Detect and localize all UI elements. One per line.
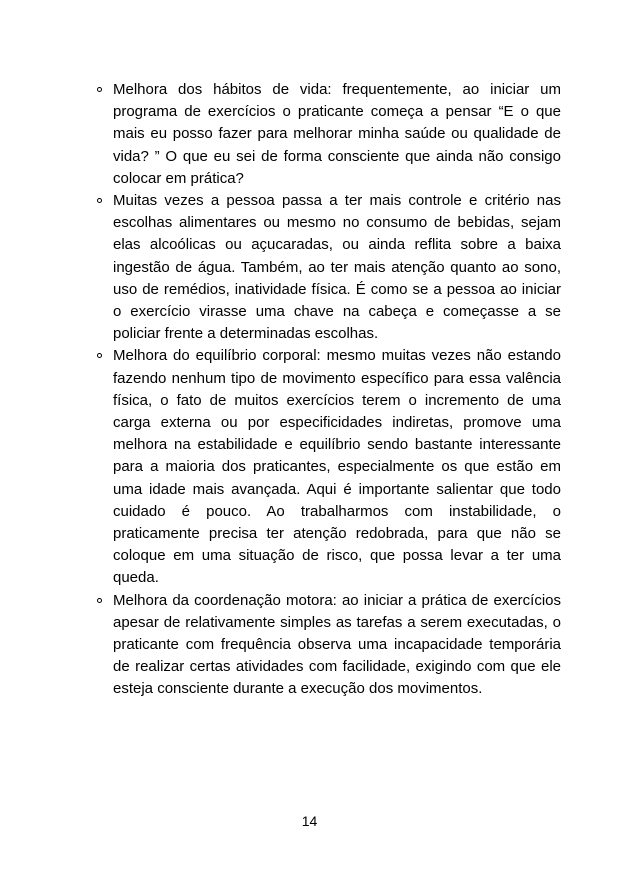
bullet-text: Melhora da coordenação motora: ao iniciar a prática de exercícios apesar de relativamente simples as tarefas a serem executadas, o praticante com frequência observa uma incapacidade temporária de realizar certas atividades com facilidade, exigindo com que ele esteja consciente durante a execução dos movimentos. <box>113 591 561 698</box>
list-item <box>96 190 561 345</box>
page-number: 14 <box>301 813 318 829</box>
hollow-circle-bullet-icon <box>97 598 102 603</box>
hollow-circle-bullet-icon <box>97 87 102 92</box>
bullet-text: Muitas vezes a pessoa passa a ter mais controle e critério nas escolhas alimentares ou mesmo no consumo de bebidas, sejam elas alcoólicas ou açucaradas, ou ainda reflita sobre a baixa ingestão de água. Também, ao ter mais atenção quanto ao sono, uso de remédios, inatividade física. É como se a pessoa ao iniciar o exercício virasse uma chave na cabeça e começasse a se policiar frente a determinadas escolhas. <box>113 192 561 343</box>
page-content <box>96 79 561 701</box>
hollow-circle-bullet-icon <box>97 198 102 203</box>
list-item <box>96 345 561 589</box>
bullet-text: Melhora do equilíbrio corporal: mesmo muitas vezes não estando fazendo nenhum tipo de movimento específico para essa valência física, o fato de muitos exercícios terem o incremento de uma carga externa ou por especificidades indiretas, promove uma melhora na estabilidade e equilíbrio sendo bastante interessante para a maioria dos praticantes, especialmente os que estão em uma idade mais avançada. Aqui é importante salientar que todo cuidado é pouco. Ao trabalharmos com instabilidade, o praticamente precisa ter atenção redobrada, para que não se coloque em uma situação de risco, que possa levar a ter uma queda. <box>113 347 561 587</box>
bullet-list <box>96 79 561 701</box>
list-item <box>96 79 561 190</box>
list-item <box>96 590 561 701</box>
bullet-text: Melhora dos hábitos de vida: frequentemente, ao iniciar um programa de exercícios o praticante começa a pensar “E o que mais eu posso fazer para melhorar minha saúde ou qualidade de vida? ” O que eu sei de forma consciente que ainda não consigo colocar em prática? <box>113 81 561 187</box>
hollow-circle-bullet-icon <box>97 353 102 358</box>
